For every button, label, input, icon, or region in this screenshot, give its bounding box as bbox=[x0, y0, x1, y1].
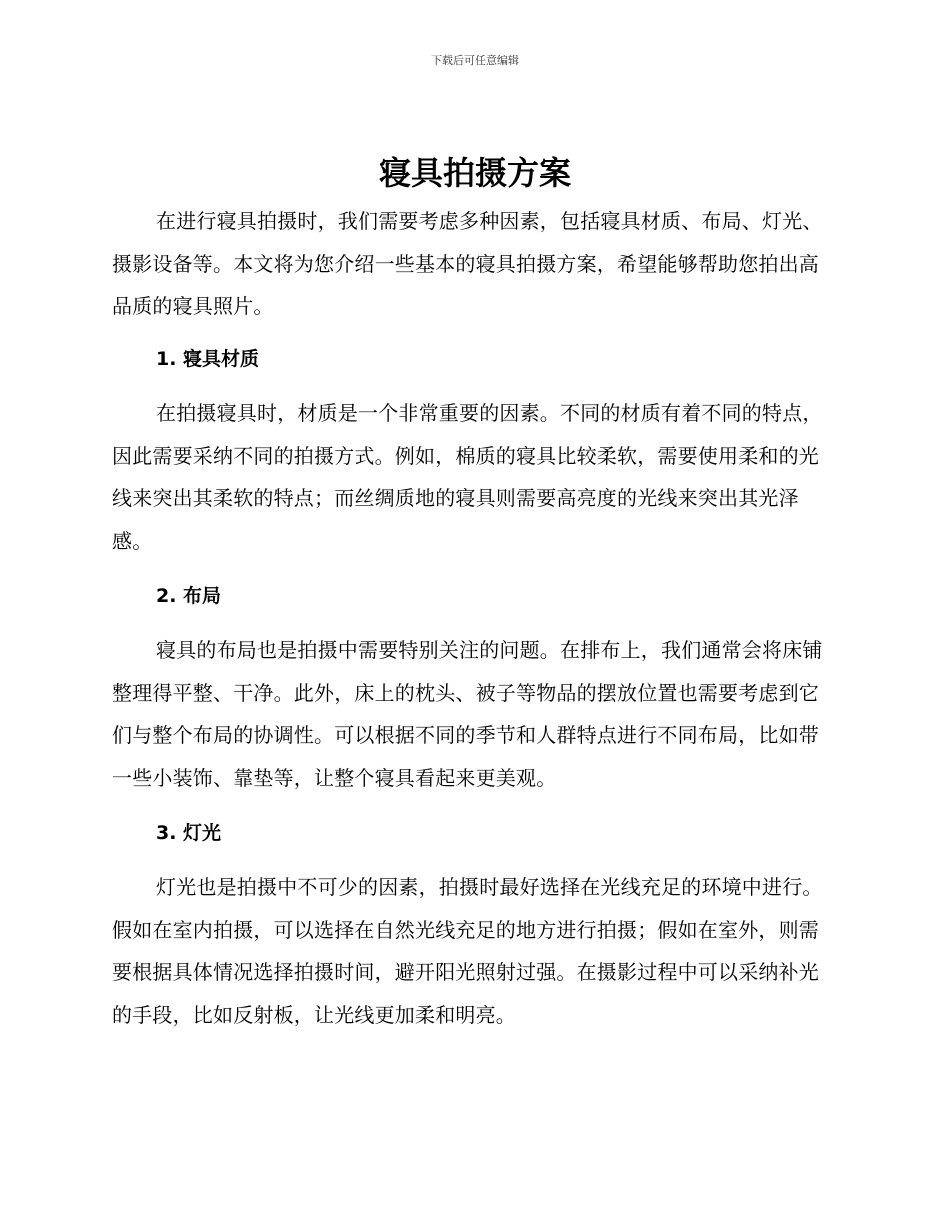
header-note: 下载后可任意编辑 bbox=[431, 54, 519, 67]
section-heading-lighting: 3. 灯光 bbox=[156, 822, 222, 844]
section-body-lighting: 灯光也是拍摄中不可少的因素，拍摄时最好选择在光线充足的环境中进行。假如在室内拍摄，可以选择在自然光线充足的地方进行拍摄；假如在室外，则需要根据具体情况选择拍摄时间，避开阳光照射过强。在摄影过程中可以采纳补光的手段，比如反射板，让光线更加柔和明亮。 bbox=[112, 875, 823, 1027]
section-body-material: 在拍摄寝具时，材质是一个非常重要的因素。不同的材质有着不同的特点，因此需要采纳不同的拍摄方式。例如，棉质的寝具比较柔软，需要使用柔和的光线来突出其柔软的特点；而丝绸质地的寝具则需要高亮度的光线来突出其光泽感。 bbox=[112, 401, 823, 553]
document-title: 寝具拍摄方案 bbox=[378, 154, 571, 192]
section-heading-layout: 2. 布局 bbox=[156, 585, 222, 607]
intro-paragraph: 在进行寝具拍摄时，我们需要考虑多种因素，包括寝具材质、布局、灯光、摄影设备等。本文将为您介绍一些基本的寝具拍摄方案，希望能够帮助您拍出高品质的寝具照片。 bbox=[112, 209, 823, 318]
section-heading-material: 1. 寝具材质 bbox=[156, 348, 260, 370]
section-body-layout: 寝具的布局也是拍摄中需要特别关注的问题。在排布上，我们通常会将床铺整理得平整、干净。此外，床上的枕头、被子等物品的摆放位置也需要考虑到它们与整个布局的协调性。可以根据不同的季节和人群特点进行不同布局，比如带一些小装饰、靠垫等，让整个寝具看起来更美观。 bbox=[112, 638, 823, 790]
